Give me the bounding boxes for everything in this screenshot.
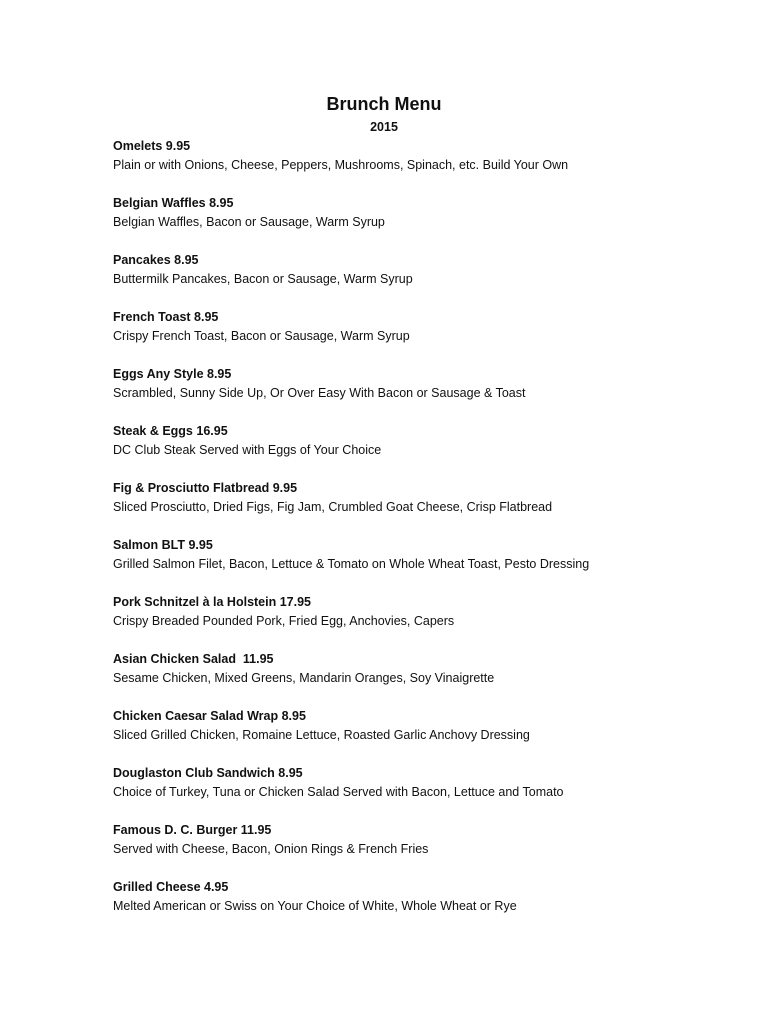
item-description: Plain or with Onions, Cheese, Peppers, Mushrooms, Spinach, etc. Build Your Own xyxy=(113,158,569,172)
item-name: Chicken Caesar Salad Wrap 8.95 xyxy=(113,709,306,723)
menu-item-eggs-any-style xyxy=(113,365,733,422)
item-name: Famous D. C. Burger 11.95 xyxy=(113,823,272,837)
item-name: Belgian Waffles 8.95 xyxy=(113,196,234,210)
item-name: Eggs Any Style 8.95 xyxy=(113,367,232,381)
item-name: Fig & Prosciutto Flatbread 9.95 xyxy=(113,481,298,495)
item-name: Pork Schnitzel à la Holstein 17.95 xyxy=(113,595,311,609)
item-description: Sesame Chicken, Mixed Greens, Mandarin Oranges, Soy Vinaigrette xyxy=(113,671,495,685)
item-description: Sliced Grilled Chicken, Romaine Lettuce, Roasted Garlic Anchovy Dressing xyxy=(113,728,530,742)
item-description: Scrambled, Sunny Side Up, Or Over Easy With Bacon or Sausage & Toast xyxy=(113,386,526,400)
item-description: DC Club Steak Served with Eggs of Your Choice xyxy=(113,443,382,457)
item-name: Salmon BLT 9.95 xyxy=(113,538,213,552)
menu-item-belgian-waffles xyxy=(113,194,733,251)
menu-item-fig-prosciutto-flatbread xyxy=(113,479,733,536)
menu-item-pancakes xyxy=(113,251,733,308)
menu-item-salmon-blt xyxy=(113,536,733,593)
menu-item-steak-and-eggs xyxy=(113,422,733,479)
item-name: Steak & Eggs 16.95 xyxy=(113,424,228,438)
item-name: Asian Chicken Salad 11.95 xyxy=(113,652,274,666)
menu-item-omelets xyxy=(113,137,733,194)
item-name: Grilled Cheese 4.95 xyxy=(113,880,229,894)
menu-item-douglaston-club-sandwich xyxy=(113,764,733,821)
item-name: French Toast 8.95 xyxy=(113,310,219,324)
item-description: Sliced Prosciutto, Dried Figs, Fig Jam, Crumbled Goat Cheese, Crisp Flatbread xyxy=(113,500,553,514)
item-description: Grilled Salmon Filet, Bacon, Lettuce & Tomato on Whole Wheat Toast, Pesto Dressing xyxy=(113,557,590,571)
item-name: Douglaston Club Sandwich 8.95 xyxy=(113,766,303,780)
menu-item-dc-burger xyxy=(113,821,733,878)
menu-title: Brunch Menu xyxy=(326,94,442,114)
item-description: Buttermilk Pancakes, Bacon or Sausage, Warm Syrup xyxy=(113,272,413,286)
item-description: Crispy Breaded Pounded Pork, Fried Egg, Anchovies, Capers xyxy=(113,614,455,628)
item-name: Pancakes 8.95 xyxy=(113,253,199,267)
item-description: Crispy French Toast, Bacon or Sausage, Warm Syrup xyxy=(113,329,410,343)
item-description: Melted American or Swiss on Your Choice of White, Whole Wheat or Rye xyxy=(113,899,517,913)
item-description: Served with Cheese, Bacon, Onion Rings & French Fries xyxy=(113,842,429,856)
item-description: Belgian Waffles, Bacon or Sausage, Warm Syrup xyxy=(113,215,385,229)
menu-item-grilled-cheese xyxy=(113,878,733,935)
menu-item-pork-schnitzel xyxy=(113,593,733,650)
menu-item-chicken-caesar-wrap xyxy=(113,707,733,764)
item-description: Choice of Turkey, Tuna or Chicken Salad Served with Bacon, Lettuce and Tomato xyxy=(113,785,564,799)
item-name: Omelets 9.95 xyxy=(113,139,191,153)
menu-items-list xyxy=(113,137,733,935)
menu-item-french-toast xyxy=(113,308,733,365)
menu-item-asian-chicken-salad xyxy=(113,650,733,707)
menu-year: 2015 xyxy=(370,120,398,134)
